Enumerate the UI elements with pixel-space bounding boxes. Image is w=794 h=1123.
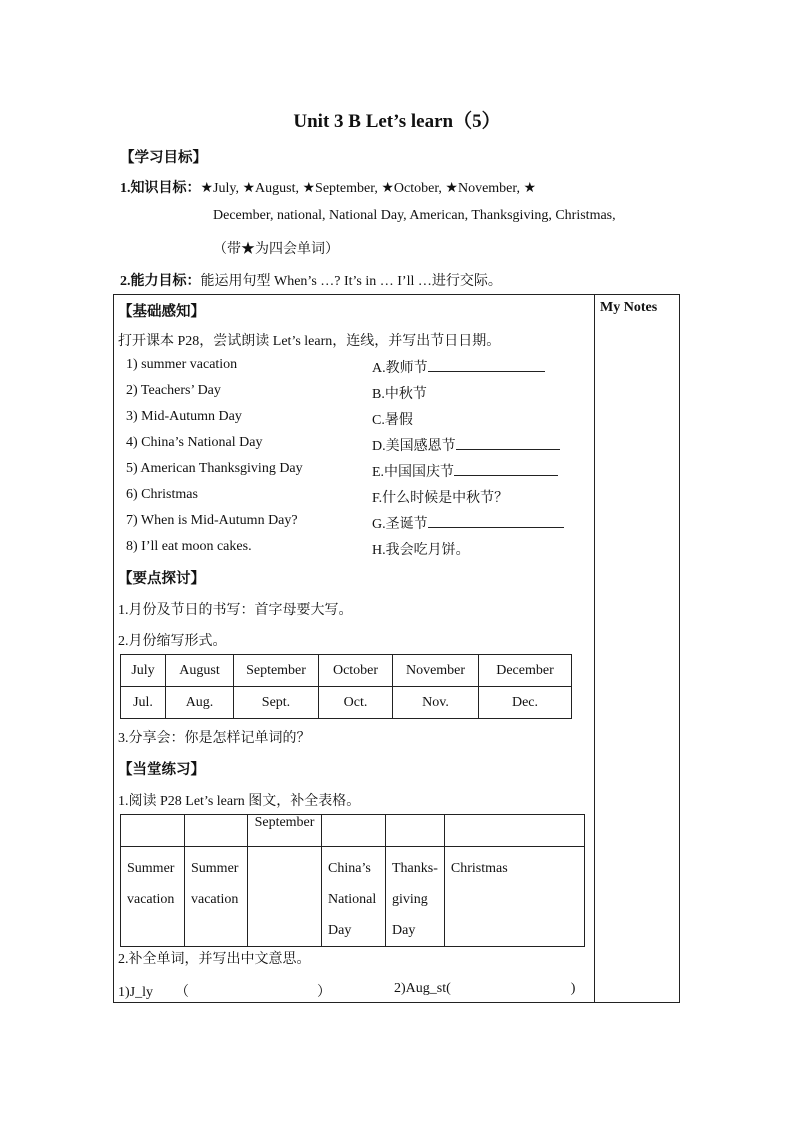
match-left-7: 7) When is Mid-Autumn Day? bbox=[126, 513, 298, 528]
match-right-a bbox=[372, 357, 545, 377]
blank-line[interactable] bbox=[428, 526, 564, 528]
match-right-g bbox=[372, 513, 564, 533]
match-left-8: 8) I’ll eat moon cakes. bbox=[126, 539, 252, 554]
match-left-2: 2) Teachers’ Day bbox=[126, 383, 221, 398]
knowledge-goal-label: 1.知识目标： bbox=[120, 181, 201, 196]
fill-cell[interactable] bbox=[386, 815, 445, 847]
abbr-cell: Dec. bbox=[479, 687, 572, 719]
month-cell: July bbox=[121, 655, 166, 687]
festival-cell bbox=[322, 847, 386, 947]
match-left-1: 1) summer vacation bbox=[126, 357, 238, 372]
basic-instruction: 打开课本 P28，尝试朗读 Let’s learn，连线，并写出节日日期。 bbox=[118, 334, 501, 349]
match-right-g-text: G.圣诞节 bbox=[372, 517, 428, 532]
table-row bbox=[121, 655, 572, 687]
festival-line: Summer bbox=[191, 861, 239, 876]
festival-line: giving bbox=[392, 892, 428, 907]
ability-goal bbox=[120, 270, 502, 290]
abbr-cell: Nov. bbox=[393, 687, 479, 719]
fill-cell[interactable] bbox=[444, 815, 584, 847]
match-right-f: F.什么时候是中秋节？ bbox=[372, 491, 509, 506]
blank-line[interactable] bbox=[454, 474, 558, 476]
question-2 bbox=[394, 981, 575, 997]
basic-header: 【基础感知】 bbox=[118, 304, 205, 320]
fill-cell[interactable] bbox=[185, 815, 248, 847]
key-point-3: 3.分享会：你是怎样记单词的？ bbox=[118, 731, 311, 746]
blank-line[interactable] bbox=[428, 370, 545, 372]
month-cell: September bbox=[234, 655, 319, 687]
open-bracket: （ bbox=[175, 985, 189, 1000]
ability-goal-label: 2.能力目标： bbox=[120, 274, 201, 289]
question-1-word: 1)J_ly bbox=[118, 985, 153, 1000]
fill-cell[interactable] bbox=[322, 815, 386, 847]
match-left-4: 4) China’s National Day bbox=[126, 435, 263, 450]
page-title: Unit 3 B Let’s learn（5） bbox=[293, 111, 501, 132]
festival-line: Day bbox=[328, 923, 352, 938]
knowledge-goal-words: ★July, ★August, ★September, ★October, ★November, ★ bbox=[200, 181, 537, 196]
abbr-cell: Sept. bbox=[234, 687, 319, 719]
abbr-cell: Aug. bbox=[166, 687, 234, 719]
question-1 bbox=[118, 981, 331, 1001]
table-row bbox=[121, 815, 585, 847]
fill-cell[interactable] bbox=[121, 815, 185, 847]
month-cell: December bbox=[479, 655, 572, 687]
month-cell: August bbox=[166, 655, 234, 687]
key-point-1: 1.月份及节日的书写：首字母要大写。 bbox=[118, 603, 353, 618]
month-cell: November bbox=[393, 655, 479, 687]
festival-cell bbox=[444, 847, 584, 947]
festival-cell bbox=[185, 847, 248, 947]
ability-goal-text: 能运用句型 When’s …? It’s in … I’ll …进行交际。 bbox=[200, 274, 502, 289]
festival-line: vacation bbox=[191, 892, 239, 907]
match-right-e bbox=[372, 461, 558, 481]
knowledge-goal-line1 bbox=[120, 177, 536, 197]
practice-1: 1.阅读 P28 Let’s learn 图文，补全表格。 bbox=[118, 794, 361, 809]
festival-line: vacation bbox=[127, 892, 175, 907]
key-point-2: 2.月份缩写形式。 bbox=[118, 634, 227, 649]
match-right-e-text: E.中国国庆节 bbox=[372, 465, 455, 480]
match-right-a-text: A.教师节 bbox=[372, 361, 428, 376]
match-left-3: 3) Mid-Autumn Day bbox=[126, 409, 242, 424]
match-right-c: C.暑假 bbox=[372, 413, 413, 428]
knowledge-goal-note: （带★为四会单词） bbox=[213, 242, 339, 257]
match-right-b: B.中秋节 bbox=[372, 387, 427, 402]
key-points-header: 【要点探讨】 bbox=[118, 571, 205, 587]
festival-line: Thanks- bbox=[392, 861, 438, 876]
match-right-d bbox=[372, 435, 560, 455]
close-bracket: ） bbox=[317, 985, 331, 1000]
festival-line: National bbox=[328, 892, 377, 907]
match-left-6: 6) Christmas bbox=[126, 487, 198, 502]
month-cell: October bbox=[319, 655, 393, 687]
fill-cell[interactable] bbox=[248, 847, 322, 947]
festival-line: Summer bbox=[127, 861, 175, 876]
practice-2: 2.补全单词，并写出中文意思。 bbox=[118, 952, 311, 967]
blank-line[interactable] bbox=[456, 448, 560, 450]
festival-cell bbox=[121, 847, 185, 947]
month-cell: September bbox=[248, 815, 322, 847]
match-right-d-text: D.美国感恩节 bbox=[372, 439, 456, 454]
goals-header: 【学习目标】 bbox=[120, 150, 207, 166]
month-abbr-table bbox=[120, 654, 572, 719]
festival-line: Christmas bbox=[450, 861, 508, 876]
notes-divider bbox=[594, 294, 595, 1003]
table-row bbox=[121, 687, 572, 719]
question-2-word: 2)Aug_st( bbox=[394, 981, 451, 996]
festival-line: China’s bbox=[328, 861, 371, 876]
festival-cell bbox=[386, 847, 445, 947]
festival-table bbox=[120, 814, 585, 947]
practice-header: 【当堂练习】 bbox=[118, 762, 205, 778]
table-row bbox=[121, 847, 585, 947]
match-left-5: 5) American Thanksgiving Day bbox=[126, 461, 303, 476]
knowledge-goal-line2: December, national, National Day, American, Thanksgiving, Christmas, bbox=[213, 208, 616, 223]
match-right-h: H.我会吃月饼。 bbox=[372, 543, 470, 558]
abbr-cell: Oct. bbox=[319, 687, 393, 719]
festival-line: Day bbox=[392, 923, 416, 938]
abbr-cell: Jul. bbox=[121, 687, 166, 719]
my-notes-header: My Notes bbox=[600, 300, 658, 315]
close-bracket: ) bbox=[570, 981, 576, 996]
